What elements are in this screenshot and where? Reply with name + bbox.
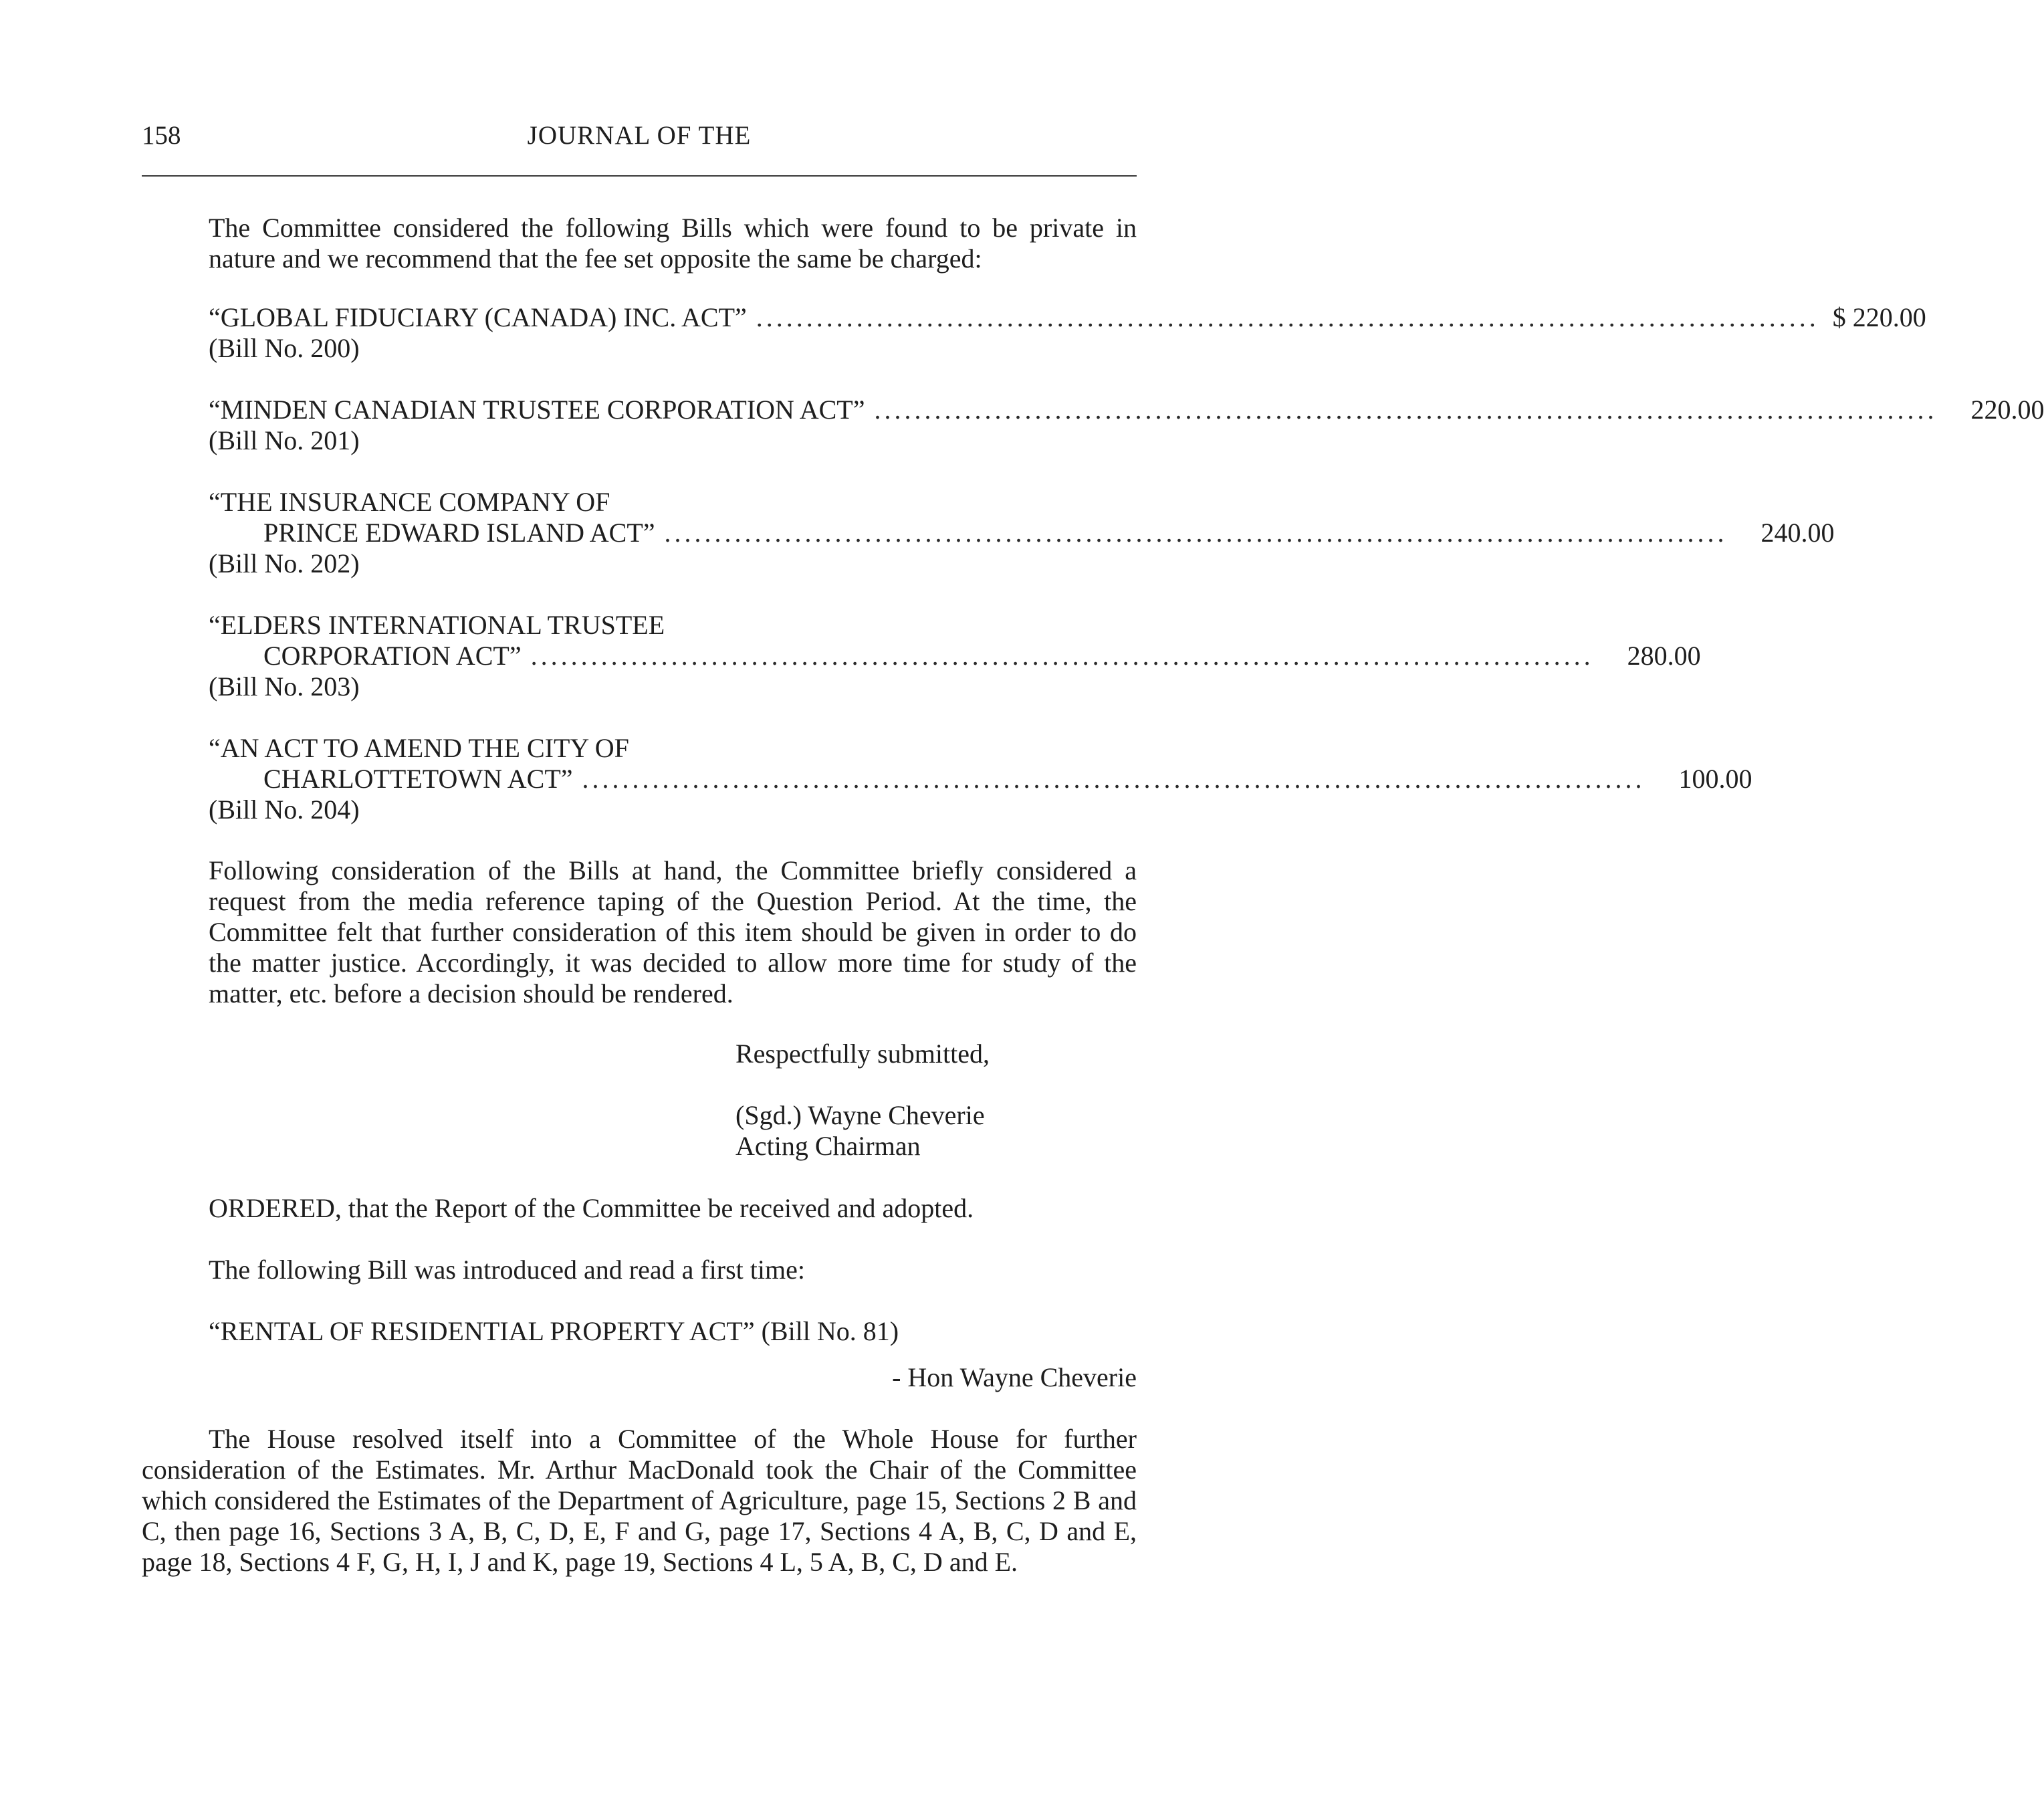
bill-number: (Bill No. 200) bbox=[209, 333, 360, 363]
bill-entry bbox=[209, 610, 1701, 702]
bill-entry bbox=[209, 302, 1926, 364]
dot-leader: .......................................................................................................... bbox=[874, 395, 1938, 425]
bill-fee: 240.00 bbox=[1761, 518, 1835, 548]
bill-title-line bbox=[209, 641, 1701, 671]
first-reading-paragraph: The following Bill was introduced and read a first time: bbox=[209, 1255, 805, 1285]
bill-title-line bbox=[209, 395, 2044, 425]
bill-title: “GLOBAL FIDUCIARY (CANADA) INC. ACT” bbox=[209, 302, 747, 332]
committee-intro-paragraph: The Committee considered the following Bills which were found to be private in nature and we recommend that the fee set opposite the same be charged: bbox=[209, 213, 1137, 274]
signatory-name: (Sgd.) Wayne Cheverie bbox=[735, 1100, 985, 1130]
bill-fee: 280.00 bbox=[1627, 641, 1701, 671]
running-title: JOURNAL OF THE bbox=[527, 121, 752, 150]
bill-title-line bbox=[209, 764, 1752, 794]
bill-number: (Bill No. 204) bbox=[209, 794, 360, 825]
bill-fee: 220.00 bbox=[1970, 395, 2044, 425]
committee-of-whole-paragraph: The House resolved itself into a Committee of the Whole House for further consideration of the Estimates. Mr. Arthur MacDonald took the Chair of the Committee which considered the Estimates of the Department of Agriculture, page 15, Sections 2 B and C, then page 16, Sections 3 A, B, C, D, E, F and G, page 17, Sections 4 A, B, C, D and E, page 18, Sections 4 F, G, H, I, J and K, page 19, Sections 4 L, 5 A, B, C, D and E. bbox=[142, 1424, 1137, 1577]
bill-title-continued: PRINCE EDWARD ISLAND ACT” bbox=[263, 518, 655, 548]
bill-title-continued: CHARLOTTETOWN ACT” bbox=[263, 764, 573, 794]
bill-title: “AN ACT TO AMEND THE CITY OF bbox=[209, 733, 629, 763]
dot-leader: .......................................................................................................... bbox=[756, 302, 1819, 332]
bill-number: (Bill No. 201) bbox=[209, 425, 360, 455]
bill-title: “THE INSURANCE COMPANY OF bbox=[209, 487, 610, 517]
signatory-title: Acting Chairman bbox=[735, 1131, 921, 1161]
signature-block bbox=[735, 1100, 985, 1162]
bill-entry bbox=[209, 395, 2044, 456]
bill-title: “MINDEN CANADIAN TRUSTEE CORPORATION ACT” bbox=[209, 395, 865, 425]
page-number: 158 bbox=[142, 121, 181, 150]
bill-fee: 100.00 bbox=[1678, 764, 1752, 794]
dot-leader: .......................................................................................................... bbox=[530, 641, 1594, 671]
page-header bbox=[142, 120, 1137, 161]
followup-paragraph: Following consideration of the Bills at hand, the Committee briefly considered a request from the media reference taping of the Question Period. At the time, the Committee felt that further consideration of this item should be given in order to do the matter justice. Accordingly, it was decided to allow more time for study of the matter, etc. before a decision should be rendered. bbox=[209, 855, 1137, 1008]
bill-entry bbox=[209, 733, 1752, 825]
dot-leader: .......................................................................................................... bbox=[582, 764, 1645, 794]
bill-title-line bbox=[209, 302, 1926, 333]
header-rule bbox=[142, 175, 1137, 177]
bill-entry bbox=[209, 487, 1835, 579]
bill-title-continued: CORPORATION ACT” bbox=[263, 641, 522, 671]
bill-81-title: “RENTAL OF RESIDENTIAL PROPERTY ACT” (Bill No. 81) bbox=[209, 1316, 899, 1346]
bill-title: “ELDERS INTERNATIONAL TRUSTEE bbox=[209, 610, 665, 640]
ordered-paragraph: ORDERED, that the Report of the Committee be received and adopted. bbox=[209, 1193, 974, 1223]
dot-leader: .......................................................................................................... bbox=[664, 518, 1728, 548]
bill-number: (Bill No. 203) bbox=[209, 671, 360, 702]
signature-closing: Respectfully submitted, bbox=[735, 1039, 990, 1069]
bill-fee: $ 220.00 bbox=[1832, 302, 1926, 332]
bill-number: (Bill No. 202) bbox=[209, 548, 360, 578]
bill-title-line bbox=[209, 518, 1835, 548]
bill-sponsor: - Hon Wayne Cheverie bbox=[892, 1362, 1137, 1392]
